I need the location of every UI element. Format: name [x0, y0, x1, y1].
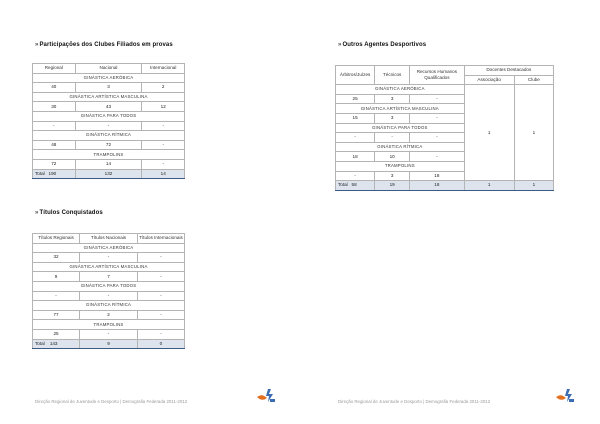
table-cell: 72 [33, 159, 76, 169]
table-cell: - [336, 133, 375, 143]
total-row [33, 169, 185, 179]
col-header: Associação [464, 75, 514, 85]
category-label: GINÁSTICA ARTÍSTICA MASCULINA [336, 104, 465, 114]
category-row [33, 111, 185, 121]
col-header: Nacional [75, 64, 142, 74]
table-cell: - [137, 329, 184, 339]
total-cell: 18 [410, 181, 465, 191]
category-label: GINÁSTICA AERÓBICA [33, 73, 185, 83]
table-cell: 43 [75, 102, 142, 112]
table-cell: 7 [80, 272, 138, 282]
total-cell: 1 [514, 181, 553, 191]
table-row [33, 253, 185, 263]
col-header: Títulos Regionais [33, 234, 80, 244]
table-cell: 3 [375, 94, 410, 104]
category-label: GINÁSTICA RÍTMICA [336, 142, 465, 152]
table-cell: - [80, 291, 138, 301]
agentes-section-title: »Outros Agentes Desportivos [338, 42, 427, 48]
titulos-table [32, 233, 185, 349]
total-label: Total [338, 182, 348, 188]
total-cell: 19 [375, 181, 410, 191]
table-cell: - [410, 133, 465, 143]
category-row [33, 73, 185, 83]
col-header: Recursos Humanos Qualificados [410, 66, 465, 85]
table-cell: - [33, 121, 76, 131]
table-cell: 3 [375, 171, 410, 181]
table-cell: - [336, 171, 375, 181]
col-header: Árbitros/Juízes [336, 66, 375, 85]
table-row [33, 329, 185, 339]
total-cell [33, 339, 80, 349]
table-row [33, 159, 185, 169]
section-marker: » [35, 210, 39, 216]
table-cell: - [137, 253, 184, 263]
table-cell: - [142, 140, 185, 150]
table-cell: 3 [375, 113, 410, 123]
table-row [33, 102, 185, 112]
table-row [33, 272, 185, 282]
table-cell: 77 [33, 310, 80, 320]
section-marker: » [35, 42, 39, 48]
agentes-table [335, 65, 554, 191]
table-cell: 25 [336, 94, 375, 104]
category-label: GINÁSTICA PARA TODOS [33, 111, 185, 121]
table-cell: 15 [336, 113, 375, 123]
total-value: 143 [49, 340, 58, 346]
table-row [33, 83, 185, 93]
table-header-row [33, 234, 185, 244]
col-header: Técnicos [375, 66, 410, 85]
section-marker: » [338, 42, 342, 48]
total-value: 58 [351, 182, 357, 188]
clubes-section-title: »Participações dos Clubes Filiados em provas [35, 42, 173, 48]
table-row [33, 140, 185, 150]
total-label: Total [35, 170, 45, 176]
category-row [33, 92, 185, 102]
table-cell: - [410, 152, 465, 162]
table-cell: 2 [80, 310, 138, 320]
col-header: Internacional [142, 64, 185, 74]
drjd-logo-icon [555, 388, 575, 404]
total-cell [33, 169, 76, 179]
category-label: GINÁSTICA AERÓBICA [33, 243, 185, 253]
table-cell: 1 [514, 85, 553, 181]
table-cell: 30 [33, 102, 76, 112]
total-cell [336, 181, 375, 191]
table-cell: 25 [33, 329, 80, 339]
table-cell: 32 [33, 253, 80, 263]
category-row [33, 320, 185, 330]
table-cell: 12 [142, 102, 185, 112]
table-cell: - [80, 253, 138, 263]
table-cell: - [142, 121, 185, 131]
category-label: GINÁSTICA RÍTMICA [33, 301, 185, 311]
category-row [33, 301, 185, 311]
table-cell: 18 [410, 171, 465, 181]
table-cell: 10 [375, 152, 410, 162]
total-value: 190 [48, 170, 57, 176]
table-cell: - [410, 113, 465, 123]
category-label: TRAMPOLINS [336, 161, 465, 171]
category-label: TRAMPOLINS [33, 150, 185, 160]
footer-left: Direção Regional de Juventude e Desporto | Demografia Federada 2011-2012 [35, 399, 188, 404]
total-cell: 0 [137, 339, 184, 349]
table-header-row [336, 66, 554, 76]
titulos-section-title: »Títulos Conquistados [35, 210, 103, 216]
clubes-table [32, 63, 185, 179]
col-header: Títulos Internacionais [137, 234, 184, 244]
category-row [33, 281, 185, 291]
table-row [33, 121, 185, 131]
footer-right: Direção Regional de Juventude e Desporto | Demografia Federada 2011-2012 [338, 399, 491, 404]
category-label: GINÁSTICA ARTÍSTICA MASCULINA [33, 92, 185, 102]
table-cell: - [33, 291, 80, 301]
total-row [336, 181, 554, 191]
table-cell: 3 [75, 83, 142, 93]
category-row [33, 150, 185, 160]
table-row [33, 310, 185, 320]
table-cell: 2 [142, 83, 185, 93]
table-cell: 18 [336, 152, 375, 162]
total-cell: 1 [464, 181, 514, 191]
table-cell: - [75, 121, 142, 131]
col-header: Clube [514, 75, 553, 85]
table-cell: - [375, 133, 410, 143]
table-cell: 40 [33, 83, 76, 93]
category-row [336, 85, 554, 95]
col-header: Títulos Nacionais [80, 234, 138, 244]
total-cell: 9 [80, 339, 138, 349]
total-cell: 14 [142, 169, 185, 179]
table-cell: 9 [33, 272, 80, 282]
table-cell: - [137, 310, 184, 320]
table-cell: 48 [33, 140, 76, 150]
total-row [33, 339, 185, 349]
category-label: GINÁSTICA PARA TODOS [336, 123, 465, 133]
table-row [33, 291, 185, 301]
drjd-logo-icon [256, 388, 276, 404]
table-cell: - [137, 272, 184, 282]
table-cell: 14 [75, 159, 142, 169]
table-cell: - [137, 291, 184, 301]
col-header: Regional [33, 64, 76, 74]
category-row [33, 262, 185, 272]
category-label: TRAMPOLINS [33, 320, 185, 330]
category-label: GINÁSTICA ARTÍSTICA MASCULINA [33, 262, 185, 272]
table-cell: - [410, 94, 465, 104]
table-cell: 1 [464, 85, 514, 181]
category-label: GINÁSTICA PARA TODOS [33, 281, 185, 291]
table-cell: - [142, 159, 185, 169]
category-label: GINÁSTICA AERÓBICA [336, 85, 465, 95]
table-cell: 72 [75, 140, 142, 150]
category-row [33, 243, 185, 253]
table-cell: - [80, 329, 138, 339]
total-label: Total [35, 340, 45, 346]
category-label: GINÁSTICA RÍTMICA [33, 131, 185, 141]
category-row [33, 131, 185, 141]
total-cell: 132 [75, 169, 142, 179]
col-header: Docentes Destacados [464, 66, 553, 76]
table-header-row [33, 64, 185, 74]
